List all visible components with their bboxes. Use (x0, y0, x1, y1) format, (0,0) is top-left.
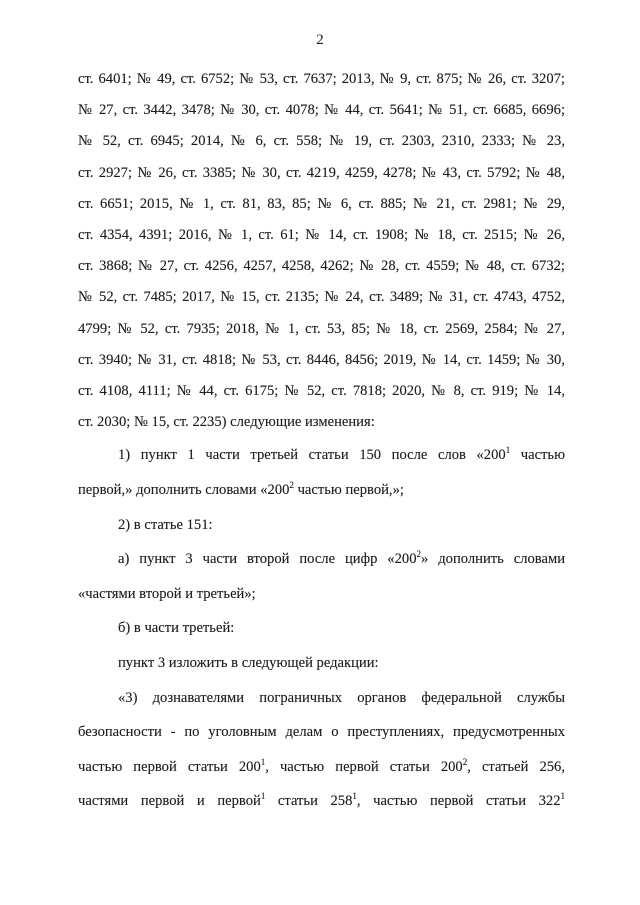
text-line: 1) пункт 1 части третьей статьи 150 после слов «$200^1$ частью (118, 445, 565, 464)
paragraph-item-2b-point3 (78, 681, 565, 819)
text-line: ст. 4108, 4111; № 44, ст. 6175; № 52, ст. 7818; 2020, № 8, ст. 919; № 14, (78, 383, 565, 400)
paragraph-item-2 (78, 508, 565, 543)
superscript: 1 (560, 791, 565, 802)
page-number: 2 (316, 32, 324, 48)
text-line: частью первой статьи $200^1$, частью первой статьи $200^2$, статьей 256, (78, 756, 565, 775)
superscript: 1 (260, 791, 266, 802)
superscript: 1 (352, 791, 357, 802)
text-line: № 52, ст. 7485; 2017, № 15, ст. 2135; № 24, ст. 3489; № 31, ст. 4743, 4752, (78, 289, 565, 306)
text-line: ст. 6651; 2015, № 1, ст. 81, 83, 85; № 6, ст. 885; № 21, ст. 2981; № 29, (78, 195, 565, 212)
text-line: № 27, ст. 3442, 3478; № 30, ст. 4078; № 44, ст. 5641; № 51, ст. 6685, 6696; (78, 102, 565, 119)
text-line: 4799; № 52, ст. 7935; 2018, № 1, ст. 53, 85; № 18, ст. 2569, 2584; № 27, (78, 320, 565, 337)
text-line: ст. 3940; № 31, ст. 4818; № 53, ст. 8446, 8456; 2019, № 14, ст. 1459; № 30, (78, 351, 565, 368)
text-line: 2) в статье 151: (118, 516, 213, 533)
superscript: 2 (416, 549, 421, 560)
text-line: ст. 6401; № 49, ст. 6752; № 53, ст. 7637; 2013, № 9, ст. 875; № 26, ст. 3207; (78, 71, 565, 87)
text-line: частями первой и первой$^1$ статьи $258^1$, частью первой статьи $322^1$ (78, 791, 565, 810)
superscript: 1 (260, 756, 266, 767)
text-line: б) в части третьей: (118, 620, 235, 637)
text-line: ст. 2030; № 15, ст. 2235) следующие изменения: (78, 414, 375, 431)
text-line: пункт 3 изложить в следующей редакции: (118, 655, 379, 671)
text-line: ст. 4354, 4391; 2016, № 1, ст. 61; № 14, ст. 1908; № 18, ст. 2515; № 26, (78, 227, 565, 244)
paragraph-item-2b-intro (78, 646, 565, 681)
paragraph-item-1 (78, 438, 565, 507)
text-line: первой,» дополнить словами «$200^2$ частью первой,»; (78, 480, 404, 499)
paragraph-item-2a (78, 542, 565, 611)
text-line: безопасности - по уголовным делам о преступлениях, предусмотренных (78, 724, 565, 741)
document-body (78, 64, 565, 819)
text-line: «3) дознавателями пограничных органов федеральной службы (118, 689, 565, 706)
text-line: ст. 3868; № 27, ст. 4256, 4257, 4258, 4262; № 28, ст. 4559; № 48, ст. 6732; (78, 258, 565, 275)
text-line: а) пункт 3 части второй после цифр «$200^2$» дополнить словами (118, 549, 566, 568)
superscript: 2 (289, 480, 294, 491)
paragraph-citation-continuation (78, 64, 565, 438)
paragraph-item-2b (78, 611, 565, 646)
text-line: «частями второй и третьей»; (78, 585, 256, 602)
text-line: № 52, ст. 6945; 2014, № 6, ст. 558; № 19, ст. 2303, 2310, 2333; № 23, (78, 133, 565, 150)
text-line: ст. 2927; № 26, ст. 3385; № 30, ст. 4219, 4259, 4278; № 43, ст. 5792; № 48, (78, 164, 565, 181)
superscript: 2 (462, 756, 468, 767)
superscript: 1 (505, 445, 511, 456)
